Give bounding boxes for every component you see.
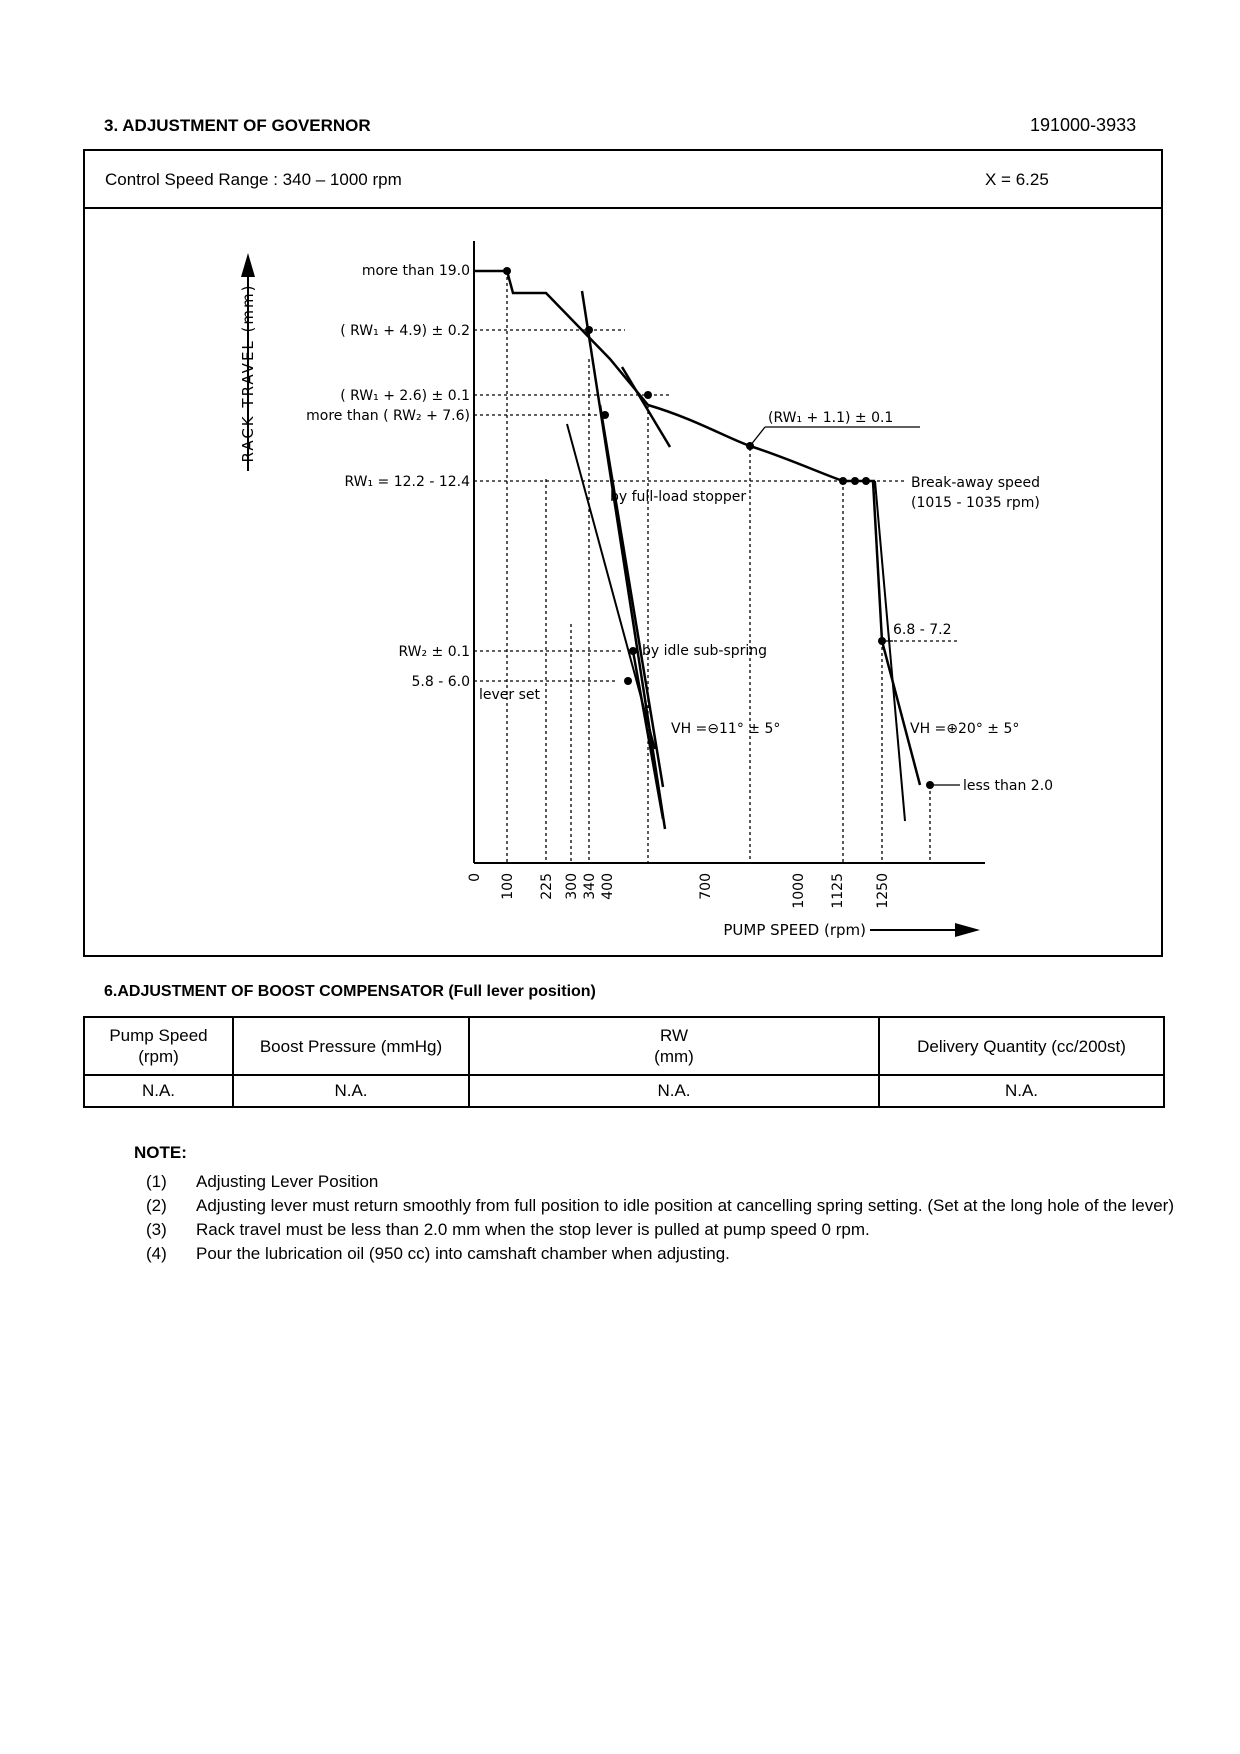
y-axis-arrow-icon <box>241 253 255 277</box>
cell-pump-speed: N.A. <box>84 1075 233 1107</box>
table-row <box>84 1075 1164 1107</box>
table-header-row <box>84 1017 1164 1075</box>
ylabel-more-than-rw2: more than ( RW₂ + 7.6) <box>306 408 470 424</box>
annot-break-away-range: (1015 - 1035 rpm) <box>911 495 1040 511</box>
xtick-100: 100 <box>500 873 516 900</box>
annot-less-than-2: less than 2.0 <box>963 778 1054 794</box>
notes-section <box>134 1143 1196 1267</box>
annot-lever-set: lever set <box>479 687 541 703</box>
ylabel-lever-58: 5.8 - 6.0 <box>411 674 470 690</box>
annot-rw1-11: (RW₁ + 1.1) ± 0.1 <box>768 410 894 426</box>
boost-title: 6.ADJUSTMENT OF BOOST COMPENSATOR (Full lever position) <box>104 983 596 1000</box>
col-rw: RW (mm) <box>469 1017 879 1075</box>
annot-break-away: Break-away speed <box>911 475 1041 491</box>
ylabel-rw1-49: ( RW₁ + 4.9) ± 0.2 <box>340 323 470 339</box>
xtick-300: 300 <box>564 873 580 900</box>
x-axis-arrow-icon <box>955 923 980 937</box>
list-item: (3) Rack travel must be less than 2.0 mm when the stop lever is pulled at pump speed 0 rpm. <box>146 1220 870 1239</box>
annot-full-load: by full-load stopper <box>610 489 747 505</box>
col-delivery-quantity: Delivery Quantity (cc/200st) <box>879 1017 1164 1075</box>
cell-delivery-quantity: N.A. <box>879 1075 1164 1107</box>
ylabel-rw1: RW₁ = 12.2 - 12.4 <box>344 474 470 490</box>
xtick-1125: 1125 <box>830 873 846 909</box>
xtick-1000: 1000 <box>791 873 807 909</box>
notes-title: NOTE: <box>134 1143 187 1162</box>
annot-vh-minus: VH =⊖11° ± 5° <box>671 721 781 737</box>
col-pump-speed: Pump Speed (rpm) <box>84 1017 233 1075</box>
x-value: X = 6.25 <box>985 170 1049 189</box>
governor-box <box>83 149 1163 957</box>
col-boost-pressure: Boost Pressure (mmHg) <box>233 1017 469 1075</box>
y-axis-label: RACK TRAVEL (mm) <box>239 283 257 463</box>
part-number: 191000-3933 <box>1030 115 1137 135</box>
list-item: (2) Adjusting lever must return smoothly from full position to idle position at cancelling spring setting. (Set at the long hole of the lever) <box>146 1196 1175 1215</box>
control-speed-range: Control Speed Range : 340 – 1000 rpm <box>105 170 402 189</box>
list-item: (4) Pour the lubrication oil (950 cc) into camshaft chamber when adjusting. <box>146 1244 730 1263</box>
xtick-0: 0 <box>467 873 483 882</box>
xtick-340: 340 <box>582 873 598 900</box>
governor-info-row <box>85 151 1161 209</box>
ylabel-more-than-19: more than 19.0 <box>361 263 470 279</box>
annot-68: 6.8 - 7.2 <box>893 622 952 638</box>
governor-diagram <box>85 209 1161 955</box>
section-title: 3. ADJUSTMENT OF GOVERNOR <box>104 116 371 135</box>
annot-vh-plus: VH =⊕20° ± 5° <box>910 721 1020 737</box>
annot-idle-sub: by idle sub-spring <box>642 643 768 659</box>
xtick-1250: 1250 <box>875 873 891 909</box>
boost-table <box>83 1016 1165 1108</box>
ylabel-rw2: RW₂ ± 0.1 <box>398 644 470 660</box>
xtick-400: 400 <box>600 873 616 900</box>
cell-rw: N.A. <box>469 1075 879 1107</box>
list-item: (1) Adjusting Lever Position <box>146 1172 379 1191</box>
x-axis-label: PUMP SPEED (rpm) <box>723 921 866 939</box>
ylabel-rw1-26: ( RW₁ + 2.6) ± 0.1 <box>340 388 470 404</box>
cell-boost-pressure: N.A. <box>233 1075 469 1107</box>
xtick-700: 700 <box>698 873 714 900</box>
xtick-225: 225 <box>539 873 555 900</box>
